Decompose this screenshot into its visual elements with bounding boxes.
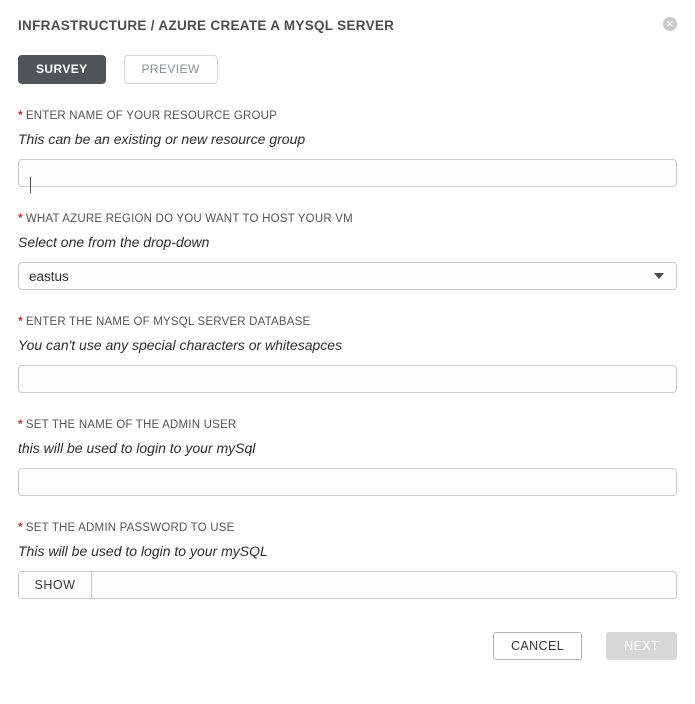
field-help: This will be used to login to your mySQL	[18, 543, 268, 559]
chevron-down-icon	[654, 273, 664, 279]
text-cursor	[30, 177, 31, 193]
required-asterisk: *	[18, 211, 23, 225]
required-asterisk: *	[18, 417, 23, 431]
field-azure-region	[18, 211, 677, 290]
region-select[interactable]	[18, 262, 677, 290]
modal-footer	[18, 632, 677, 660]
field-admin-user	[18, 417, 677, 496]
password-input-group	[18, 571, 677, 599]
next-button[interactable]: NEXT	[606, 632, 677, 660]
required-asterisk: *	[18, 314, 23, 328]
show-password-button[interactable]: SHOW	[19, 572, 92, 598]
region-select-value: eastus	[29, 268, 69, 284]
admin-user-input[interactable]	[18, 468, 677, 496]
field-help: This can be an existing or new resource group	[18, 131, 306, 147]
field-label-text: ENTER NAME OF YOUR RESOURCE GROUP	[25, 110, 277, 122]
modal-header	[18, 0, 677, 33]
field-label	[18, 417, 677, 431]
field-label	[18, 520, 677, 534]
field-label-text: WHAT AZURE REGION DO YOU WANT TO HOST YOUR VM	[25, 213, 353, 225]
cancel-button[interactable]: CANCEL	[493, 632, 582, 660]
tab-bar	[18, 55, 677, 84]
field-help: this will be used to login to your mySql	[18, 440, 256, 456]
admin-password-input[interactable]	[92, 572, 676, 598]
field-label	[18, 314, 677, 328]
tab-survey[interactable]: SURVEY	[18, 55, 106, 84]
field-admin-password	[18, 520, 677, 599]
page-title: INFRASTRUCTURE / AZURE CREATE A MYSQL SERVER	[18, 18, 395, 33]
tab-preview[interactable]: PREVIEW	[124, 55, 218, 84]
database-name-input[interactable]	[18, 365, 677, 393]
required-asterisk: *	[18, 108, 23, 122]
field-label-text: ENTER THE NAME OF MYSQL SERVER DATABASE	[25, 316, 311, 328]
field-database-name	[18, 314, 677, 393]
field-label-text: SET THE NAME OF THE ADMIN USER	[25, 419, 237, 431]
field-label-text: SET THE ADMIN PASSWORD TO USE	[25, 522, 235, 534]
resource-group-input[interactable]	[18, 159, 677, 187]
required-asterisk: *	[18, 520, 23, 534]
close-icon[interactable]: ✕	[663, 17, 677, 31]
field-resource-group	[18, 108, 677, 187]
field-help: You can't use any special characters or whitesapces	[18, 337, 343, 353]
field-label	[18, 211, 677, 225]
field-label	[18, 108, 677, 122]
field-help: Select one from the drop-down	[18, 234, 210, 250]
